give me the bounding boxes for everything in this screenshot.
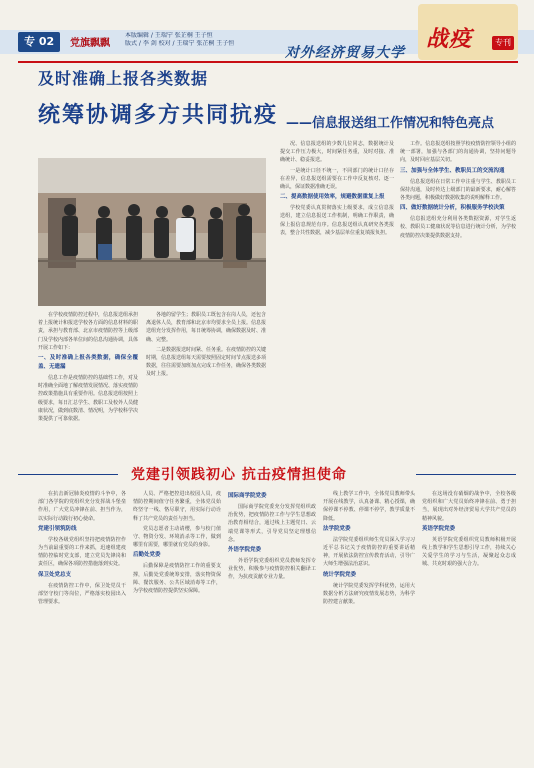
article-column-2 bbox=[146, 311, 266, 461]
bottom-column-5 bbox=[422, 490, 516, 758]
paragraph: 外语学院党委组织党员教师发挥专业优势，积极参与疫情防控相关翻译工作，为抗疫贡献专业力量。 bbox=[228, 558, 316, 581]
bottom-column-2 bbox=[133, 490, 221, 758]
section-heading: 党建引领筑防线 bbox=[38, 525, 77, 532]
headline-subtitle: ——信息报送组工作情况和特色亮点 bbox=[286, 116, 495, 131]
section-heading: 二、提高数据使用效率，规避数据重复上报 bbox=[280, 194, 385, 201]
paragraph: 在抗击新冠肺炎疫情的斗争中，各部门各学院的党组织充分发挥战斗堡垒作用，广大党员冲锋在前、担当作为，以实际行动践行初心使命。 bbox=[38, 491, 126, 522]
page-header bbox=[0, 0, 534, 62]
header-divider bbox=[18, 61, 518, 63]
editor-info bbox=[125, 32, 245, 48]
section-heading: 英语学院党委 bbox=[422, 525, 456, 532]
paragraph: 一是统计口径不统一，不同部门的统计口径存在差异，信息报送组需要在工作中反复核对、逐一确认，保证数据准确无误。 bbox=[280, 167, 394, 191]
paragraph: 线上教学工作中，全体党员教师带头开展在线教学，认真备课、精心授课，确保停课不停教、停课不停学，教学质量不降低。 bbox=[323, 491, 415, 522]
headline-line-2: 统筹协调多方共同抗疫 bbox=[38, 103, 279, 128]
section-heading: 保卫处党总支 bbox=[38, 571, 72, 578]
editor-line: 版式 / 李 剑 校对 / 王瑞宁 张芷桐 王子恒 bbox=[125, 40, 235, 47]
paragraph: 人员、严格把控进出校园人员，疫情防控期间值守任务繁重，全体党员始终坚守一线、恪尽职守，用实际行动诠释了共产党员的责任与担当。 bbox=[133, 491, 221, 522]
section-heading: 法学院党委 bbox=[323, 525, 351, 532]
article-column-4 bbox=[400, 140, 516, 460]
divider-right bbox=[416, 474, 516, 475]
bottom-column-1 bbox=[38, 490, 126, 758]
section-heading: 后勤处党委 bbox=[133, 552, 161, 559]
paragraph: 学校各级党组织坚持把疫情防控作为当前最重要的工作来抓，迅速组建疫情防控临时党支部，建立党员先锋岗和责任区，确保各项防控措施落到实处。 bbox=[38, 536, 126, 568]
special-issue-tag: 专刊 bbox=[492, 36, 514, 50]
section-heading: 四、做好数据统计分析，积极服务学校决策 bbox=[400, 205, 505, 212]
paragraph: 学校党委认真贯彻落实上级要求，成立信息报送组，建立信息报送工作机制，明确工作职责，确保上报信息规范有序。信息报送组认真研究各类报表，整合共性数据，减少基层单位重复填报负担。 bbox=[280, 205, 394, 236]
special-issue-title: 战疫 bbox=[426, 27, 473, 52]
paragraph: 信息工作是疫情防控的基础性工作，对及时准确全面地了解疫情发展情况、落实疫情防控政策措施具有重要作用。信息报送组按照上级要求，每日汇总学生、教职工及校外人员健康状况，做到底数清、情况明，为学校科学决策提供了可靠依据。 bbox=[38, 375, 138, 423]
divider-left bbox=[18, 474, 118, 475]
article-column-1 bbox=[38, 311, 138, 461]
paragraph: 信息报送组充分利用各类数据资源，对学生返校、教职员工健康状况等信息进行统计分析，为学校疫情防控决策提供数据支持。 bbox=[400, 216, 516, 239]
article-photo bbox=[38, 158, 266, 306]
paragraph: 在学校疫情防控过程中，信息报送组承担着上报统计和报送学校各方面的信息材料的职责，承担与教育部、北京市疫情防控等上级部门及学校内部各单位间的信息沟通协调，具体开展工作如下： bbox=[38, 312, 138, 351]
bottom-column-3 bbox=[228, 490, 316, 758]
article-column-3 bbox=[280, 140, 394, 460]
paragraph: 英语学院党委组织党员教师积极开展线上教学和学生思想引导工作，持续关心关爱学生的学习与生活，凝聚起众志成城、共克时艰的强大合力。 bbox=[422, 536, 516, 568]
headline-line-1: 及时准确上报各类数据 bbox=[38, 69, 209, 88]
paragraph: 在疫情防控工作中，保卫处党员干部坚守校门等岗位，严格落实校园出入管理要求。 bbox=[38, 582, 126, 606]
paragraph: 国际商学院党委充分发挥党组织政治优势，把疫情防控工作与学生思想政治教育相结合，通过线上主题党日、云端党课等形式，引导党员坚定理想信念。 bbox=[228, 504, 316, 543]
paragraph: 在这场没有硝烟的战争中，全校各级党组织和广大党员始终冲锋在前、勇于担当，展现出对外经济贸易大学共产党员的精神风貌。 bbox=[422, 491, 516, 522]
paragraph: 各地的留学生；教职员工既包含在岗人员，还包含离退休人员，教育部和北京市均要求全员上报。信息报送组充分发挥作用，每日统筹协调，确保数据及时、准确、完整。 bbox=[146, 312, 266, 343]
special-issue-logo bbox=[390, 0, 534, 62]
paragraph: 后勤保障是疫情防控工作的重要支撑，后勤处党委统筹安排，落实物资保障、餐饮服务、公共区域消毒等工作，为学校疫情防控提供坚实保障。 bbox=[133, 563, 221, 595]
paragraph: 二是数据报送时间紧、任务重。在疫情防控的关键时期，信息报送组每天需要按照固定时间节点报送多项数据，往往需要加班加点完成工作任务，确保各类数据及时上报。 bbox=[146, 346, 266, 378]
bottom-column-4 bbox=[323, 490, 415, 758]
paragraph: 工作。信息报送组按照学校疫情防控领导小组的统一部署，加强与各部门的沟通协调，坚持问题导向，及时回应基层关切。 bbox=[400, 141, 516, 164]
paragraph: 信息报送组在日常工作中注重与学生、教职员工保持沟通，及时传达上级部门的最新要求，耐心解答各类问题，积极做好数据收集的说明解释工作。 bbox=[400, 178, 516, 202]
paragraph: 况、信息报送组的少数几位同志，数据统计及提交工作压力极大，时间紧任务重，及时对接、准确统计、稳妥报送。 bbox=[280, 141, 394, 164]
editor-line: 本版编辑 / 王瑞宁 张芷桐 王子恒 bbox=[125, 32, 213, 39]
school-name-calligraphy: 对外经济贸易大学 bbox=[285, 45, 405, 61]
page-number: 专 02 bbox=[18, 32, 60, 52]
section-headline: 党建引领践初心 抗击疫情担使命 bbox=[131, 467, 347, 483]
paragraph: 法学院党委组织师生党员深入学习习近平总书记关于疫情防控的重要讲话精神，开展依法防控宣传教育活动，引导广大师生增强法治意识。 bbox=[323, 536, 415, 568]
section-name: 党旗飘飘 bbox=[70, 38, 110, 49]
section-heading: 国际商学院党委 bbox=[228, 493, 267, 499]
paragraph: 统计学院党委发挥学科优势，运用大数据分析方法研究疫情发展态势，为科学防控建言献策。 bbox=[323, 582, 415, 606]
paragraph: 党员志愿者主动请缨，参与校门值守、物资分发、环境消杀等工作，做到哪里有需要，哪里就有党员的身影。 bbox=[133, 525, 221, 549]
section-heading: 统计学院党委 bbox=[323, 571, 357, 578]
section-heading: 一、及时准确上报各类数据，确保全覆盖、无遗漏 bbox=[38, 355, 138, 371]
photo-graphic bbox=[38, 158, 266, 306]
section-heading: 外语学院党委 bbox=[228, 547, 262, 554]
section-heading: 三、加强与全体学生、教职员工的交流沟通 bbox=[400, 167, 505, 174]
